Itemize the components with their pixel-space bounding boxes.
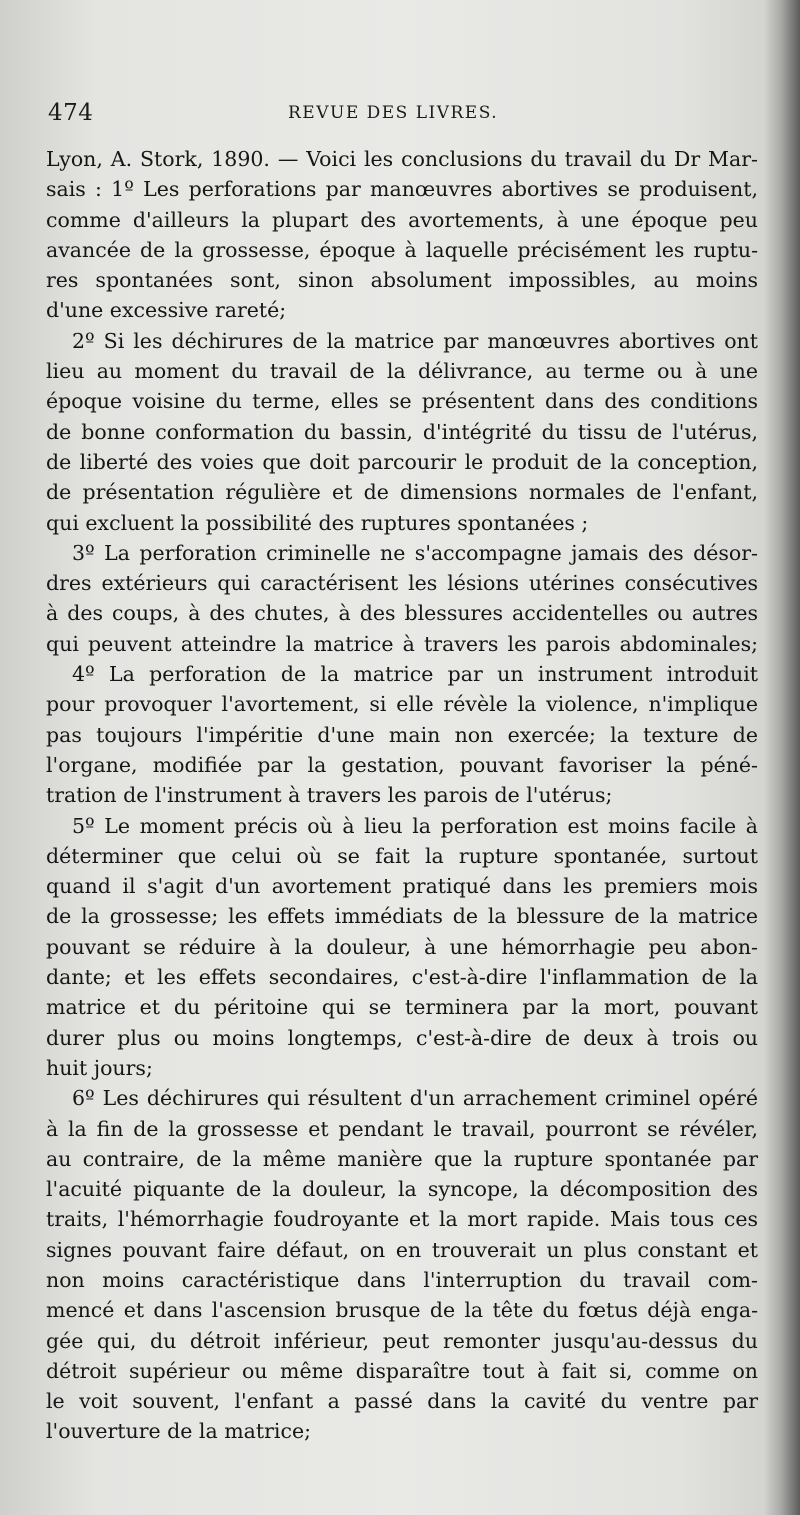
text-line: de liberté des voies que doit parcourir le produit de la conception, <box>46 449 758 474</box>
text-line: pouvant se réduire à la douleur, à une hémorrhagie peu abon- <box>46 934 758 959</box>
page-edge-shadow <box>764 0 800 1515</box>
text-line: au contraire, de la même manière que la rupture spontanée par <box>46 1146 758 1171</box>
page-number: 474 <box>48 100 94 126</box>
text-line: déterminer que celui où se fait la rupture spontanée, surtout <box>46 843 758 868</box>
text-line: époque voisine du terme, elles se présentent dans des conditions <box>46 389 758 414</box>
text-line: dante; et les effets secondaires, c'est-à-dire l'inflammation de la <box>46 965 758 990</box>
text-line: le voit souvent, l'enfant a passé dans la cavité du ventre par <box>46 1389 758 1414</box>
text-line: signes pouvant faire défaut, on en trouverait un plus constant et <box>46 1237 758 1262</box>
text-line: à des coups, à des chutes, à des blessures accidentelles ou autres <box>46 601 758 626</box>
text-line: quand il s'agit d'un avortement pratiqué dans les premiers mois <box>46 874 758 899</box>
text-line: sais : 1º Les perforations par manœuvres abortives se produisent, <box>46 177 758 202</box>
text-line: comme d'ailleurs la plupart des avortements, à une époque peu <box>46 207 758 232</box>
text-line: 3º La perforation criminelle ne s'accompagne jamais des désor- <box>72 540 758 565</box>
text-line: qui peuvent atteindre la matrice à travers les parois abdominales; <box>46 631 758 656</box>
text-line: 6º Les déchirures qui résultent d'un arrachement criminel opéré <box>72 1086 758 1111</box>
text-line: 5º Le moment précis où à lieu la perforation est moins facile à <box>72 813 758 838</box>
text-line: durer plus ou moins longtemps, c'est-à-dire de deux à trois ou <box>46 1025 758 1050</box>
text-line: l'ouverture de la matrice; <box>46 1419 311 1444</box>
text-line: pour provoquer l'avortement, si elle révèle la violence, n'implique <box>46 692 758 717</box>
text-line: 4º La perforation de la matrice par un instrument introduit <box>72 662 758 687</box>
text-line: de la grossesse; les effets immédiats de la blessure de la matrice <box>46 904 758 929</box>
text-line: res spontanées sont, sinon absolument impossibles, au moins <box>46 268 758 293</box>
text-line: Lyon, A. Stork, 1890. — Voici les conclusions du travail du Dr Mar- <box>46 147 758 171</box>
text-line: avancée de la grossesse, époque à laquelle précisément les ruptu- <box>46 237 758 262</box>
text-line: 2º Si les déchirures de la matrice par manœuvres abortives ont <box>72 328 758 353</box>
text-line: huit jours; <box>46 1055 153 1080</box>
text-line: l'organe, modifiée par la gestation, pouvant favoriser la péné- <box>46 752 758 777</box>
text-line: de bonne conformation du bassin, d'intégrité du tissu de l'utérus, <box>46 419 758 444</box>
text-line: tration de l'instrument à travers les parois de l'utérus; <box>46 783 613 808</box>
text-line: mencé et dans l'ascension brusque de la tête du fœtus déjà enga- <box>46 1298 758 1323</box>
text-line: détroit supérieur ou même disparaître tout à fait si, comme on <box>46 1358 758 1383</box>
text-line: à la fin de la grossesse et pendant le travail, pourront se révéler, <box>46 1116 758 1141</box>
text-line: d'une excessive rareté; <box>46 298 287 323</box>
text-line: de présentation régulière et de dimensions normales de l'enfant, <box>46 480 758 505</box>
text-line: matrice et du péritoine qui se terminera par la mort, pouvant <box>46 995 758 1020</box>
text-line: gée qui, du détroit inférieur, peut remonter jusqu'au-dessus du <box>46 1328 758 1353</box>
text-line: qui excluent la possibilité des ruptures spontanées ; <box>46 510 589 535</box>
text-line: traits, l'hémorrhagie foudroyante et la mort rapide. Mais tous ces <box>46 1207 758 1232</box>
body-text <box>46 144 758 1447</box>
running-head: REVUE DES LIVRES. <box>288 103 499 123</box>
text-line: dres extérieurs qui caractérisent les lésions utérines consécutives <box>46 571 758 596</box>
text-line: non moins caractéristique dans l'interruption du travail com- <box>46 1267 758 1292</box>
text-line: pas toujours l'impéritie d'une main non exercée; la texture de <box>46 722 758 747</box>
page-header <box>48 100 748 130</box>
text-line: l'acuité piquante de la douleur, la syncope, la décomposition des <box>46 1177 758 1202</box>
text-line: lieu au moment du travail de la délivrance, au terme ou à une <box>46 359 758 384</box>
